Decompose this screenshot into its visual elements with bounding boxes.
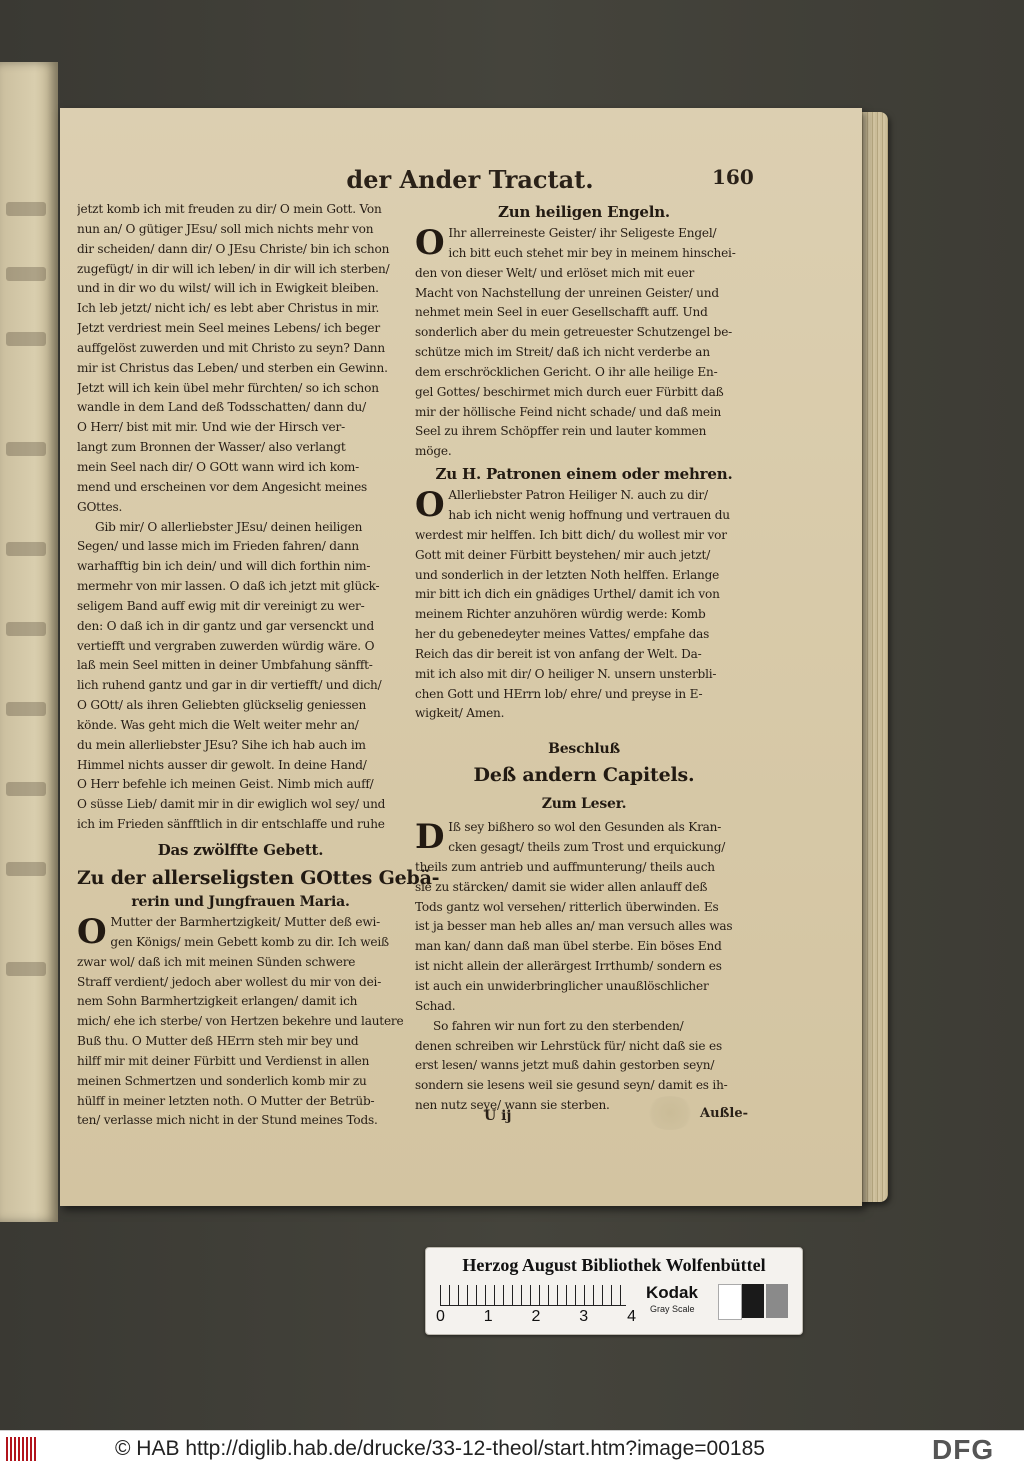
text-line: jetzt komb ich mit freuden zu dir/ O mein Gott. Von (77, 202, 382, 216)
angels-heading: Zun heiligen Engeln. (498, 203, 670, 221)
text-line: O Herr befehle ich meinen Geist. Nimb mich auff/ (77, 777, 374, 792)
text-line: dem erschröcklichen Gericht. O ihr alle heilige En- (415, 364, 718, 379)
text-line: ich bitt euch stehet mir bey in meinem hinschei- (448, 245, 736, 260)
text-line: hilff mir mit deiner Fürbitt und Verdienst in allen (77, 1053, 370, 1068)
text-line: gen Königs/ mein Gebett komb zu dir. Ich weiß (110, 934, 389, 949)
text-line: Jetzt verdriest mein Seel meines Lebens/ ich beger (77, 321, 380, 336)
text-line: Segen/ und lasse mich im Frieden fahren/ dann (77, 539, 360, 554)
text-line: Ihr allerreineste Geister/ ihr Seligeste Engel/ (448, 226, 717, 240)
text-line: mein Seel nach dir/ O GOtt wann wird ich kom- (77, 459, 360, 474)
text-line: sonderlich aber du mein getreuester Schutzengel be- (415, 325, 733, 340)
patrons-heading: Zu H. Patronen einem oder mehren. (435, 465, 733, 484)
black-patch (742, 1284, 764, 1318)
right-paragraph-2 (415, 486, 753, 724)
text-line: vertiefft und vergraben zuwerden würdig wäre. O (77, 638, 375, 653)
text-line: Gott mit deiner Fürbitt beystehen/ mir auch jetzt/ (415, 547, 711, 562)
text-line: lich ruhend gantz und gar in dir vertiefft/ und dich/ (77, 678, 382, 693)
ruler-number: 4 (627, 1308, 636, 1325)
text-line: zugefügt/ in dir will ich leben/ in dir will ich sterben/ (77, 261, 390, 276)
ruler-scale (440, 1285, 626, 1306)
text-line: Straff verdient/ jedoch aber wollest du mir von dei- (77, 974, 382, 989)
text-line: Seel zu ihrem Schöpffer rein und lauter kommen (415, 424, 707, 439)
text-line: man kan/ dann daß man übel sterbe. Ein böses End (415, 939, 722, 954)
text-line: den: O daß ich in dir gantz und gar versenckt und (77, 618, 375, 633)
text-line: laß mein Seel mitten in deiner Umbfahung sänfft- (77, 658, 373, 673)
text-line: chen Gott und HErrn lob/ ehre/ und preyse in E- (415, 686, 703, 701)
text-line: nen nutz seye/ wann sie sterben. (415, 1098, 610, 1113)
text-line: Schad. (415, 998, 456, 1013)
right-column (415, 200, 753, 1116)
conclusion-heading: Beschluß (548, 741, 620, 758)
ruler-number: 1 (483, 1308, 493, 1325)
text-line: hab ich nicht wenig hoffnung und vertrauen du (448, 507, 730, 522)
right-paragraph-4 (415, 1017, 753, 1116)
previous-page-edge (0, 62, 58, 1222)
ruler-number: 3 (579, 1308, 589, 1325)
page-fore-edge (860, 112, 888, 1202)
drop-cap: D (415, 817, 445, 858)
text-line: den von dieser Welt/ und erlöset mich mit euer (415, 265, 695, 280)
text-line: Iß sey bißhero so wol den Gesunden als Kran- (448, 820, 722, 835)
text-line: und in dir wo du wilst/ will ich in Ewigkeit bleiben. (77, 281, 379, 296)
text-line: Ich leb jetzt/ nicht ich/ es lebt aber Christus in mir. (77, 301, 380, 316)
text-line: hülff in meiner letzten noth. O Mutter der Betrüb- (77, 1093, 375, 1108)
signature-mark: U ij (484, 1108, 512, 1124)
text-line: ten/ verlasse mich nicht in der Stund meines Tods. (77, 1113, 378, 1128)
text-line: langt zum Bronnen der Wasser/ also verlangt (77, 440, 346, 455)
text-line: mir ist Christus das Leben/ und sterben ein Gewinn. (77, 360, 388, 375)
text-line: zwar wol/ daß ich mit meinen Sünden schwere (77, 954, 356, 969)
kodak-logo: Kodak (646, 1283, 698, 1302)
text-line: theils zum antrieb und auffmunterung/ theils auch (415, 859, 715, 874)
catchword: Außle- (700, 1106, 749, 1121)
drop-cap: O (415, 223, 445, 263)
text-line: ist ja besser man heb alles an/ man versuch alles was (415, 919, 733, 934)
color-calibration-card (425, 1247, 803, 1335)
text-line: Tods gantz wol versehen/ ritterlich überwinden. Es (415, 899, 719, 914)
text-line: denen schreiben wir Lehrstück für/ nicht daß sie es (415, 1038, 722, 1053)
text-line: cken gesagt/ theils zum Trost und erquickung/ (448, 840, 726, 855)
text-line: Reich das dir bereit ist von anfang der Welt. Da- (415, 646, 702, 661)
text-line: Gib mir/ O allerliebster JEsu/ deinen heiligen (95, 519, 363, 534)
text-line: Himmel nichts ausser dir gewolt. In deine Hand/ (77, 757, 367, 772)
text-line: sondern sie lesens weil sie gesund seyn/ damit es ih- (415, 1078, 728, 1093)
ruler-number: 2 (531, 1308, 541, 1325)
prayer-title-continued: rerin und Jungfrauen Maria. (131, 894, 350, 910)
text-line: her du gebenedeyter meines Vattes/ empfahe das (415, 627, 710, 642)
to-reader-heading: Zum Leser. (541, 796, 627, 813)
chapter-heading: Deß andern Capitels. (473, 764, 695, 787)
page-number: 160 (712, 165, 754, 189)
drop-cap: O (415, 485, 445, 526)
text-line: gel Gottes/ beschirmet mich durch euer Fürbitt daß (415, 384, 724, 399)
text-line: dir scheiden/ dann dir/ O JEsu Christe/ bin ich schon (77, 241, 390, 256)
text-line: mich/ ehe ich sterbe/ von Hertzen bekehre und lautere (77, 1014, 404, 1029)
library-stamp (645, 1096, 695, 1130)
text-line: O süsse Lieb/ damit mir in dir ewiglich wol sey/ und (77, 797, 386, 812)
text-line: meinem Richter anzuhören würdig werde: Komb (415, 607, 706, 622)
left-paragraph-1 (77, 200, 404, 518)
prayer-title: Zu der allerseligsten GOttes Gebä- (77, 867, 440, 889)
text-line: Buß thu. O Mutter deß HErrn steh mir bey und (77, 1034, 359, 1049)
viewer-footer (0, 1430, 1024, 1468)
text-line: Mutter der Barmhertzigkeit/ Mutter deß ewi- (110, 915, 381, 929)
library-name: Herzog August Bibliothek Wolfenbüttel (462, 1255, 766, 1275)
gray-patch (766, 1284, 788, 1318)
right-paragraph-3 (415, 818, 753, 1016)
text-line: werdest mir helffen. Ich bitt dich/ du wollest mir vor (415, 527, 727, 542)
text-line: nehmet mein Seel in euer Gesellschafft auff. Und (415, 305, 708, 320)
text-line: nem Sohn Barmhertzigkeit erlangen/ damit ich (77, 994, 358, 1009)
text-line: O Herr/ bist mit mir. Und wie der Hirsch ver- (77, 420, 345, 435)
ruler-numbers (436, 1308, 636, 1326)
text-line: könde. Was geht mich die Welt weiter mehr an/ (77, 717, 359, 732)
left-paragraph-2 (77, 518, 404, 836)
left-paragraph-3 (77, 913, 404, 1131)
ruler-number: 0 (436, 1308, 445, 1325)
text-line: wandle in dem Land deß Todsschatten/ dann du/ (77, 400, 367, 415)
text-line: schütze mich im Streit/ daß ich nicht verderbe an (415, 345, 710, 360)
text-line: mir bitt ich dich ein gnädiges Urthel/ damit ich von (415, 587, 720, 602)
text-line: du mein allerliebster JEsu? Sihe ich hab auch im (77, 737, 366, 752)
text-line: O GOtt/ als ihren Geliebten glückselig geniessen (77, 698, 367, 713)
text-line: und sonderlich in der letzten Noth helffen. Erlange (415, 567, 720, 582)
white-patch (718, 1284, 742, 1320)
text-line: GOttes. (77, 499, 123, 514)
text-line: möge. (415, 444, 452, 459)
copyright-link[interactable]: © HAB http://diglib.hab.de/drucke/33-12-theol/start.htm?image=00185 (115, 1437, 765, 1460)
text-line: So fahren wir nun fort zu den sterbenden/ (433, 1018, 684, 1033)
prayer-number-heading: Das zwölffte Gebett. (157, 841, 324, 859)
text-line: mit ich also mit dir/ O heiliger N. unsern unsterbli- (415, 666, 717, 681)
hab-barcode-icon (6, 1437, 36, 1461)
text-line: mend und erscheinen vor dem Angesicht meines (77, 479, 368, 494)
text-line: warhafftig bin ich dein/ und will dich forthin nim- (77, 559, 371, 574)
text-line: ist auch ein unwiderbringlicher unaußlöschlicher (415, 979, 709, 993)
text-line: ich im Frieden sänfftlich in dir entschlaffe und ruhe (77, 817, 385, 832)
book-page (60, 108, 862, 1206)
text-line: mir der höllische Feind nicht schade/ und daß mein (415, 404, 722, 419)
text-line: Jetzt will ich kein übel mehr fürchten/ so ich schon (77, 380, 379, 395)
text-line: sie zu stärcken/ damit sie wider allen anlauff deß (415, 879, 708, 894)
text-line: nun an/ O gütiger JEsu/ soll mich nichts mehr von (77, 221, 374, 236)
text-line: wigkeit/ Amen. (415, 706, 505, 721)
running-head: der Ander Tractat. (346, 165, 594, 194)
text-line: ist nicht allein der allerärgest Irrthumb/ sondern es (415, 959, 722, 974)
text-line: seligem Band auff ewig mit dir vereinigt zu wer- (77, 598, 365, 613)
gray-scale-label: Gray Scale (650, 1304, 695, 1314)
drop-cap: O (77, 912, 107, 952)
text-line: meinen Schmertzen und sonderlich komb mir zu (77, 1073, 367, 1088)
text-line: auffgelöst zuwerden und mit Christo zu seyn? Dann (77, 340, 385, 355)
text-line: mermehr von mir lassen. O daß ich jetzt mit glück- (77, 579, 380, 594)
text-line: Macht von Nachstellung der unreinen Geister/ und (415, 285, 719, 300)
right-paragraph-1 (415, 224, 753, 462)
text-line: erst lesen/ wanns jetzt muß dahin gestorben seyn/ (415, 1058, 715, 1073)
text-line: Allerliebster Patron Heiliger N. auch zu dir/ (448, 488, 708, 503)
dfg-logo: DFG (932, 1434, 995, 1465)
